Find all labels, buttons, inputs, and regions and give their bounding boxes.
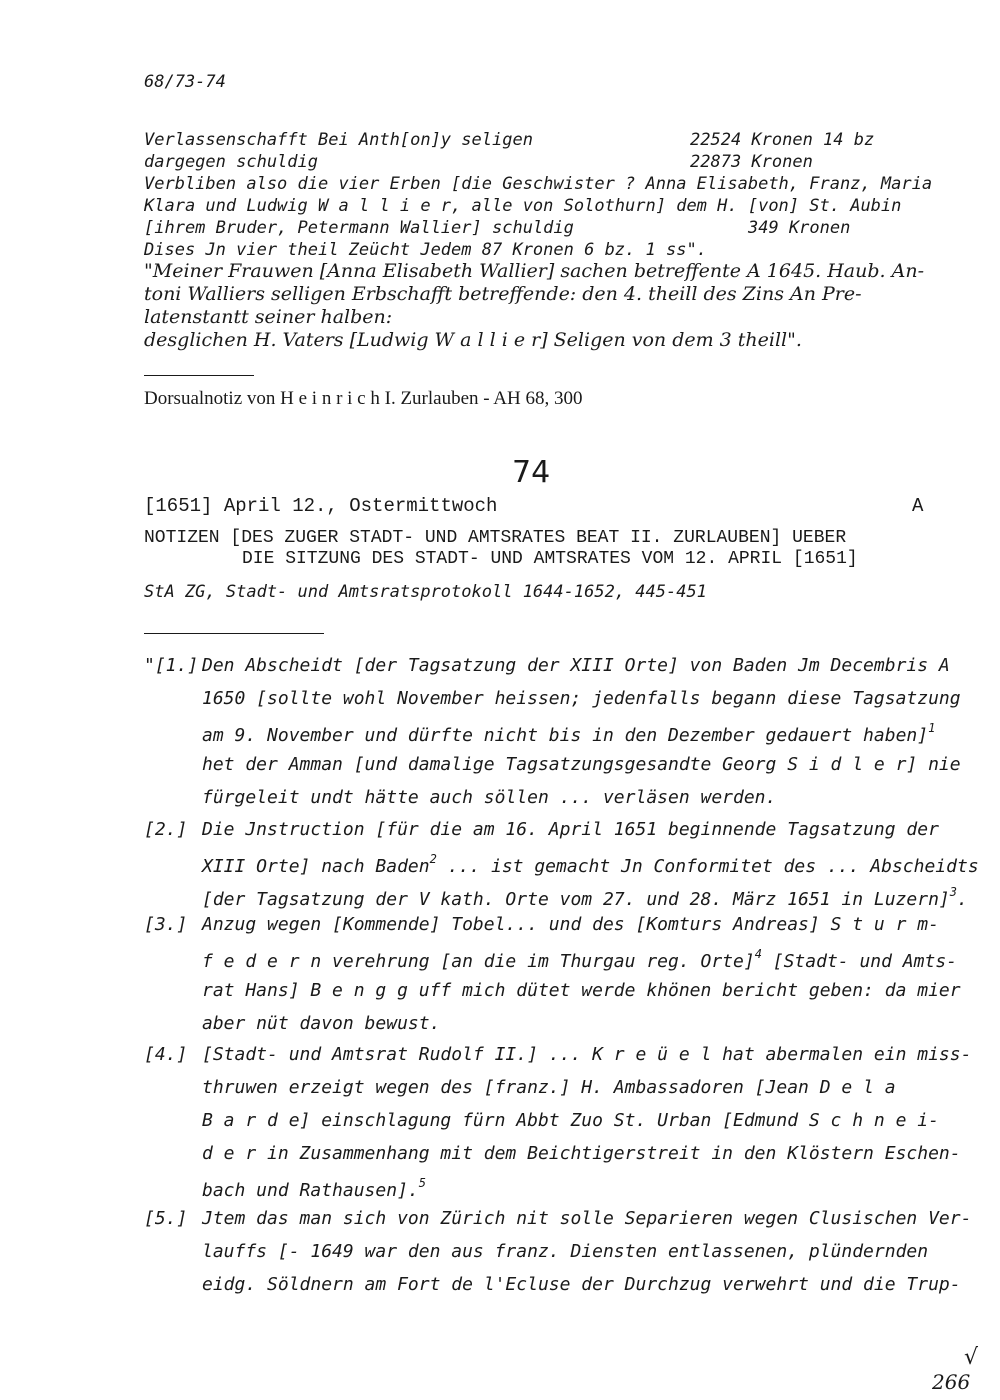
doc73-amount: 349 Kronen [748, 218, 851, 238]
doc73-script-line: latenstantt seiner halben: [144, 306, 393, 328]
doc73-script-line: desglichen H. Vaters [Ludwig W a l l i e r] Seligen von dem 3 theill". [144, 329, 802, 351]
item-line-with-note [202, 852, 979, 877]
item-line-with-note [202, 721, 935, 746]
item-line: lauffs [- 1649 war den aus franz. Diensten entlassenen, plündernden [202, 1241, 929, 1262]
item-line: d e r in Zusammenhang mit dem Beichtigerstreit in den Klöstern Eschen- [202, 1143, 961, 1164]
item-text: [der Tagsatzung der V kath. Orte vom 27. und 28. März 1651 in Luzern] [202, 889, 950, 910]
item-text: XIII Orte] nach Baden [202, 856, 430, 877]
doc73-line: Verlassenschafft Bei Anth[on]y seligen [144, 130, 533, 150]
document-title-line-2: DIE SITZUNG DES STADT- UND AMTSRATES VOM 12. APRIL [1651] [242, 549, 858, 569]
doc73-line: dargegen schuldig [144, 152, 318, 172]
doc73-script-line: "Meiner Frauwen [Anna Elisabeth Wallier] sachen betreffente A 1645. Haub. An- [144, 260, 924, 282]
item-text: [Stadt- und Amts- [761, 951, 957, 972]
item-number: [5.] [144, 1208, 188, 1229]
item-text: am 9. November und dürfte nicht bis in den Dezember gedauert haben] [202, 725, 929, 746]
document-date: [1651] April 12., Ostermittwoch [144, 495, 498, 517]
page-number: 266 [932, 1370, 971, 1394]
item-line: fürgeleit undt hätte auch söllen ... verläsen werden. [202, 787, 777, 808]
footnote-ref: 4 [754, 947, 762, 961]
doc73-line: Klara und Ludwig W a l l i e r, alle von Solothurn] dem H. [von] St. Aubin [144, 196, 902, 216]
separator-rule [144, 633, 324, 634]
item-line: Den Abscheidt [der Tagsatzung der XIII Orte] von Baden Jm Decembris A [202, 655, 950, 676]
doc73-amount: 22873 Kronen [690, 152, 813, 172]
check-mark: √ [964, 1345, 979, 1370]
item-line: B a r d e] einschlagung fürn Abbt Zuo St. Urban [Edmund S c h n e i- [202, 1110, 939, 1131]
page-reference: 68/73-74 [144, 72, 226, 92]
item-text: bach und Rathausen]. [202, 1180, 419, 1201]
item-line: [Stadt- und Amtsrat Rudolf II.] ... K r e ü e l hat abermalen ein miss- [202, 1044, 972, 1065]
doc73-line: Dises Jn vier theil Zeücht Jedem 87 Kronen 6 bz. 1 ss". [144, 240, 707, 260]
doc73-amount: 22524 Kronen 14 bz [690, 130, 875, 150]
item-line: Jtem das man sich von Zürich nit solle Separieren wegen Clusischen Ver- [202, 1208, 972, 1229]
doc73-script-line: toni Walliers selligen Erbschafft betreffende: den 4. theill des Zins An Pre- [144, 283, 862, 305]
item-number: [4.] [144, 1044, 188, 1065]
item-line-with-note [202, 947, 957, 972]
item-line: Anzug wegen [Kommende] Tobel... und des [Komturs Andreas] S t u r m- [202, 914, 939, 935]
item-line: het der Amman [und damalige Tagsatzungsgesandte Georg S i d l e r] nie [202, 754, 961, 775]
document-number: 74 [512, 455, 551, 490]
footnote-ref: 1 [928, 721, 936, 735]
doc73-line: Verbliben also die vier Erben [die Geschwister ? Anna Elisabeth, Franz, Maria [144, 174, 933, 194]
item-line: eidg. Söldnern am Fort de l'Ecluse der Durchzug verwehrt und die Trup- [202, 1274, 961, 1295]
item-line: thruwen erzeigt wegen des [franz.] H. Ambassadoren [Jean D e l a [202, 1077, 896, 1098]
item-line-with-note: [der Tagsatzung der V kath. Orte vom 27. und 28. März 1651 in Luzern]$^3$. [202, 885, 968, 910]
doc73-line: [ihrem Bruder, Petermann Wallier] schuldig [144, 218, 574, 238]
document-letter: A [912, 495, 924, 517]
item-line: Die Jnstruction [für die am 16. April 1651 beginnende Tagsatzung der [202, 819, 939, 840]
item-number: "[1.] [144, 655, 199, 676]
item-line: 1650 [sollte wohl November heissen; jedenfalls begann diese Tagsatzung [202, 688, 961, 709]
item-line: rat Hans] B e n g g uff mich dütet werde khönen bericht geben: da mier [202, 980, 961, 1001]
item-text: f e d e r n verehrung [an die im Thurgau reg. Orte] [202, 951, 755, 972]
document-source: StA ZG, Stadt- und Amtsratsprotokoll 1644-1652, 445-451 [144, 582, 707, 602]
separator-rule [144, 375, 254, 376]
dorsual-note: Dorsualnotiz von H e i n r i c h I. Zurlauben - AH 68, 300 [144, 388, 583, 409]
footnote-ref: 2 [429, 852, 437, 866]
item-line-with-note [202, 1176, 426, 1201]
footnote-ref: 5 [418, 1176, 426, 1190]
item-line: aber nüt davon bewust. [202, 1013, 441, 1034]
footnote-ref: 3 [949, 885, 957, 899]
item-text: ... ist gemacht Jn Conformitet des ... Abscheidts [436, 856, 979, 877]
item-number: [3.] [144, 914, 188, 935]
item-number: [2.] [144, 819, 188, 840]
document-title-line-1: NOTIZEN [DES ZUGER STADT- UND AMTSRATES BEAT II. ZURLAUBEN] UEBER [144, 528, 847, 548]
